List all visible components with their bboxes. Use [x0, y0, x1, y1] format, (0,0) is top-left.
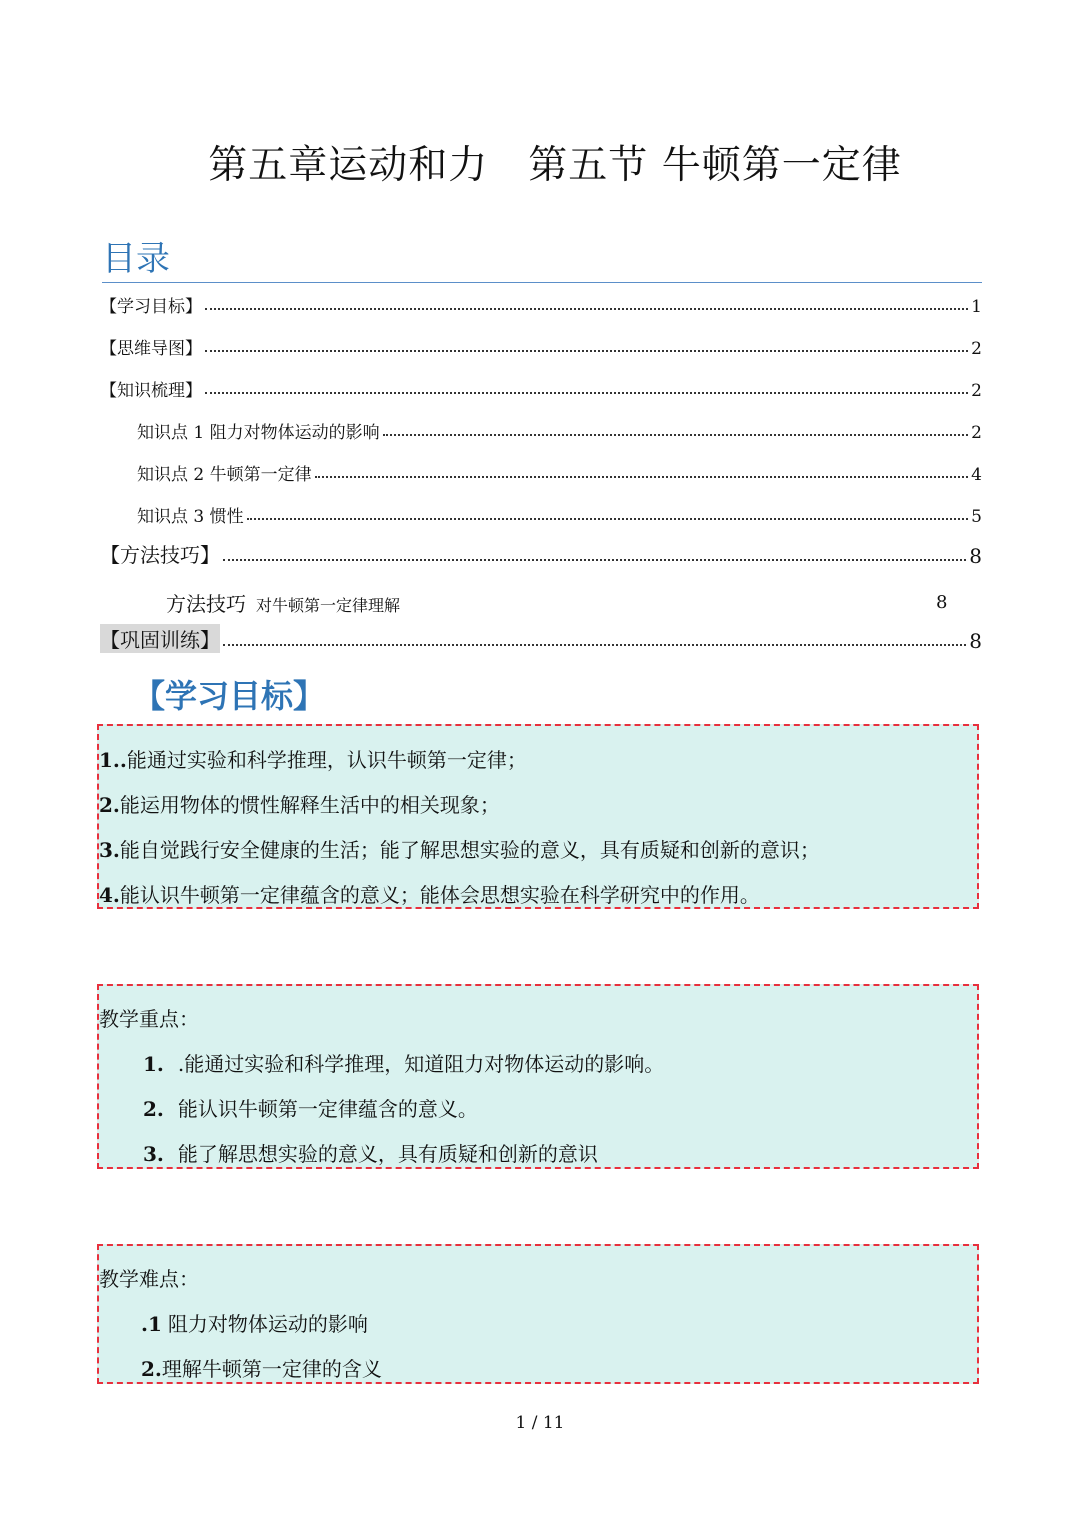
difficult-point-item — [141, 1353, 382, 1382]
key-point-number: 2. — [143, 1097, 164, 1121]
toc-entry-page: 2 — [971, 339, 982, 359]
toc-entry-objectives[interactable] — [100, 287, 982, 317]
key-point-text: 能认识牛顿第一定律蕴含的意义。 — [177, 1097, 478, 1121]
toc-leader — [205, 392, 968, 394]
toc-leader — [247, 518, 969, 520]
key-point-text: 能了解思想实验的意义，具有质疑和创新的意识 — [177, 1142, 598, 1166]
toc-entry-point-2[interactable] — [100, 455, 982, 485]
objective-item — [99, 879, 760, 908]
objective-text: 能运用物体的惯性解释生活中的相关现象； — [119, 793, 500, 817]
difficult-point-number: .1 — [141, 1312, 162, 1336]
toc-heading: 目录 — [102, 239, 170, 279]
key-point-item — [143, 1138, 598, 1167]
key-point-number: 3. — [143, 1142, 164, 1166]
toc-entry-mindmap[interactable] — [100, 329, 982, 359]
toc-entry-point-3[interactable] — [100, 497, 982, 527]
difficult-point-item — [141, 1308, 368, 1337]
toc-entry-page: 1 — [971, 297, 982, 317]
toc-leader — [223, 644, 966, 646]
key-point-item — [143, 1048, 664, 1077]
toc-entry-page: 4 — [971, 465, 982, 485]
difficult-point-number: 2. — [141, 1357, 162, 1381]
difficult-point-text: 理解牛顿第一定律的含义 — [161, 1357, 382, 1381]
objectives-box — [97, 724, 979, 909]
objective-text: 能通过实验和科学推理，认识牛顿第一定律； — [126, 748, 527, 772]
key-points-label: 教学重点： — [99, 1007, 199, 1031]
objective-number: 1.. — [99, 748, 127, 772]
toc-entry-page: 8 — [969, 629, 982, 653]
difficult-point-text: 阻力对物体运动的影响 — [167, 1312, 368, 1336]
page-indicator: 1 / 11 — [515, 1413, 565, 1433]
toc-entry-label: 知识点 1 阻力对物体运动的影响 — [137, 423, 380, 443]
toc-method-page: 8 — [936, 592, 948, 613]
toc-leader — [383, 434, 969, 436]
toc-entry-label: 知识点 3 惯性 — [137, 507, 244, 527]
key-point-number: 1. — [143, 1052, 164, 1076]
objective-number: 2. — [99, 793, 120, 817]
toc-entry-review[interactable] — [100, 623, 982, 653]
toc-leader — [205, 350, 968, 352]
key-point-text: .能通过实验和科学推理，知道阻力对物体运动的影响。 — [177, 1052, 665, 1076]
toc-method-sub: 对牛顿第一定律理解 — [256, 596, 401, 615]
toc-entry-point-1[interactable] — [100, 413, 982, 443]
key-points-box — [97, 984, 979, 1169]
difficult-points-label: 教学难点： — [99, 1267, 199, 1291]
toc-leader — [315, 476, 969, 478]
objective-item — [99, 789, 500, 818]
objective-item — [99, 834, 820, 863]
toc-entry-page: 8 — [969, 544, 982, 568]
toc-entry-method-detail[interactable] — [166, 588, 400, 617]
toc-entry-knowledge[interactable] — [100, 371, 982, 401]
objective-text: 能自觉践行安全健康的生活；能了解思想实验的意义，具有质疑和创新的意识； — [119, 838, 820, 862]
toc-entry-page: 2 — [971, 381, 982, 401]
toc-entry-label: 知识点 2 牛顿第一定律 — [137, 465, 312, 485]
objective-number: 3. — [99, 838, 120, 862]
toc-leader — [223, 559, 966, 561]
objective-text: 能认识牛顿第一定律蕴含的意义；能体会思想实验在科学研究中的作用。 — [119, 883, 760, 907]
section-heading-objectives: 【学习目标】 — [133, 677, 326, 715]
toc-entry-label: 【知识梳理】 — [100, 381, 202, 401]
objective-number: 4. — [99, 883, 120, 907]
toc-entry-label: 【巩固训练】 — [100, 624, 220, 653]
toc-entry-page: 5 — [971, 507, 982, 527]
toc-divider — [102, 282, 982, 283]
toc-leader — [205, 308, 968, 310]
toc-entry-label: 【思维导图】 — [100, 339, 202, 359]
toc-entry-page: 2 — [971, 423, 982, 443]
toc-entry-methods[interactable] — [100, 538, 982, 568]
objective-item — [99, 744, 527, 773]
toc-entry-label: 【方法技巧】 — [100, 543, 220, 567]
difficult-points-box — [97, 1244, 979, 1384]
toc-method-label: 方法技巧 — [166, 592, 246, 616]
key-point-item — [143, 1093, 478, 1122]
toc-entry-label: 【学习目标】 — [100, 297, 202, 317]
document-title: 第五章运动和力 第五节 牛顿第一定律 — [208, 143, 902, 188]
